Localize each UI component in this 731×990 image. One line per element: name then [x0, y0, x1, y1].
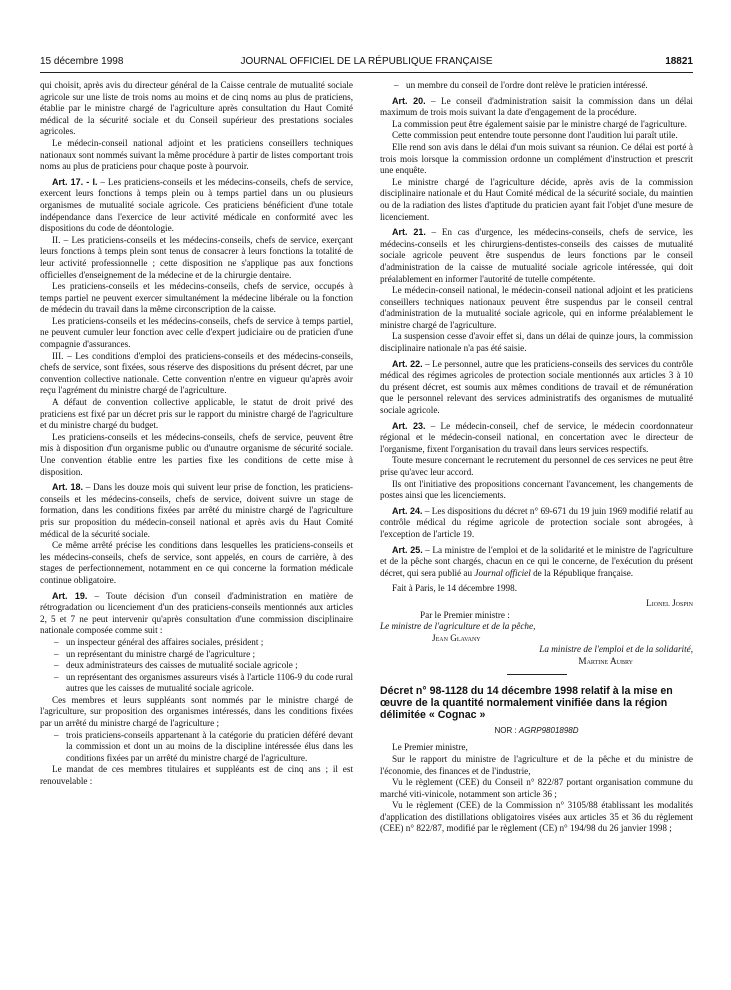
signature-block: [380, 598, 693, 668]
article-text: – Le médecin-conseil, chef de service, le médecin coordonnateur régional et le médecin-conseil national, en concertation avec le directeur de l'organisme, fixent l'organisation du travail dans leurs services respectifs.: [380, 420, 694, 454]
paragraph: III. – Les conditions d'emploi des praticiens-conseils et des médecins-conseils, chefs de service, sont fixées, sous réserve des dispositions du présent décret, par une convention collective nationale. Cette convention n'entre en vigueur qu'après avoir reçu l'agrément du ministre chargé de l'agriculture.: [40, 350, 353, 396]
article-label: Art. 20.: [392, 95, 426, 106]
article-text: – Le personnel, autre que les praticiens-conseils des services du contrôle médical des régimes agricoles de protection sociale mentionnés aux articles 3 à 10 du présent décret, est soumis aux mêmes conditions de travail et de rémunération que le personnel relevant des services administratifs des organismes de mutualité sociale agricole.: [380, 358, 693, 416]
nor-code: AGRP9801898D: [518, 725, 579, 735]
paragraph: Sur le rapport du ministre de l'agriculture et de la pêche et du ministre de l'économie, des finances et de l'industrie,: [380, 753, 693, 776]
practitioners-list: [40, 730, 353, 765]
article-24: [380, 506, 693, 541]
article-text-end: de la République française.: [530, 567, 634, 578]
article-text: – Le conseil d'administration saisit la commission dans un délai maximum de trois mois suivant la date d'engagement de la procédure.: [380, 95, 693, 118]
list-item: – un représentant des organismes assureurs visés à l'article 1106-9 du code rural autres que les caisses de mutualité sociale agricole.: [66, 672, 353, 695]
article-25: [380, 545, 693, 580]
article-20: [380, 96, 693, 119]
list-item: – trois praticiens-conseils appartenant à la catégorie du praticien déféré devant la commission et dont un au moins de la discipline intéressée élus dans les conditions fixées par un arrêté du ministre chargé de l'agriculture.: [66, 730, 353, 765]
paragraph: La commission peut être également saisie par le ministre chargé de l'agriculture.: [392, 118, 687, 129]
header-date: 15 décembre 1998: [40, 56, 124, 67]
paragraph: Elle rend son avis dans le délai d'un mois suivant sa réunion. Ce délai est porté à trois mois lorsque la commission ordonne un complément d'instruction et prescrit une enquête.: [380, 141, 693, 176]
place-date: Fait à Paris, le 14 décembre 1998.: [392, 583, 518, 594]
signature-prime-minister: Lionel Jospin: [646, 597, 693, 608]
order-member-list: [380, 80, 693, 92]
article-label: Art. 22.: [392, 358, 423, 369]
paragraph: Toute mesure concernant le recrutement du personnel de ces services ne peut être prise qu'avec leur accord.: [380, 455, 693, 477]
article-text: – La ministre de l'emploi et de la solidarité et le ministre de l'agriculture et de la pêche sont chargés, chacun en ce qui le concerne, de l'exécution du présent décret, qui sera publié au: [380, 544, 693, 578]
article-label: Art. 19.: [52, 590, 88, 601]
paragraph: Ce même arrêté précise les conditions dans lesquelles les praticiens-conseils et les médecins-conseils, chefs de service, sont appelés, en cours de carrière, à des stages de perfectionnement, notamment en ce qui concerne la formation médicale continue obligatoire.: [40, 540, 353, 585]
paragraph: Le médecin-conseil national adjoint et les praticiens conseillers techniques nationaux sont nommés suivant la même procédure à partir de listes comportant trois noms au plus de praticiens pour chaque poste à pourvoir.: [40, 137, 353, 172]
paragraph: Vu le règlement (CEE) du Conseil n° 822/87 portant organisation commune du marché viti-vinicole, notamment son article 36 ;: [380, 777, 693, 799]
section-divider: [507, 674, 567, 675]
paragraph: Les praticiens-conseils et les médecins-conseils, chefs de service, occupés à temps partiel ne peuvent exercer simultanément la médecine libérale ou la fonction de médecin du travail dans la même circonscription de la caisse.: [40, 281, 353, 315]
article-label: Art. 25.: [392, 544, 423, 555]
signature-agriculture-minister: Jean Glavany: [432, 632, 481, 643]
article-text: – Les praticiens-conseils et les médecins-conseils, chefs de service, exercent leurs fonctions à temps plein ou à temps partiel dans un ou plusieurs organismes de mutualité sociale agricole. Ces praticiens bénéficient d'une totale indépendance dans l'exercice de leur activité médicale en conformité avec les dispositions du code de déontologie.: [40, 176, 354, 234]
article-text: – Les dispositions du décret n° 69-671 du 19 juin 1969 modifié relatif au contrôle médical du régime agricole de protection sociale sont abrogées, à l'exception de l'article 19.: [380, 505, 693, 539]
paragraph: Ces membres et leurs suppléants sont nommés par le ministre chargé de l'agriculture, sur proposition des organismes intéressés, dans les conditions fixées par un arrêté du ministre chargé de l'agriculture ;: [40, 694, 353, 729]
signature-employment-minister: Martine Aubry: [578, 655, 633, 666]
paragraph: Les praticiens-conseils et les médecins-conseils, chefs de service à temps partiel, ne peuvent cumuler leur fonction avec celle d'expert judiciaire ou de praticien d'une compagnie d'assurances.: [40, 315, 353, 350]
article-18: [40, 482, 353, 540]
nor-reference: [380, 725, 693, 737]
article-17: [40, 177, 353, 235]
article-21: [380, 227, 693, 285]
paragraph: La suspension cesse d'avoir effet si, dans un délai de quinze jours, la commission disciplinaire nationale n'a pas été saisie.: [380, 331, 693, 354]
article-label: Art. 23.: [392, 420, 426, 431]
article-label: Art. 17. - I.: [52, 176, 98, 187]
paragraph: Le ministre chargé de l'agriculture décide, après avis de la commission disciplinaire nationale et du Haut Comité médical de la sécurité sociale, du maintien ou de la radiation des listes d'aptitude du praticien ayant fait l'objet d'une mesure de licenciement.: [380, 176, 693, 222]
minister-title-agriculture: Le ministre de l'agriculture et de la pêche,: [380, 621, 536, 632]
paragraph: qui choisit, après avis du directeur général de la Caisse centrale de mutualité sociale agricole sur une liste de trois noms au moins et de cinq noms au plus de praticiens, établie par le ministre chargé de l'agriculture après consultation du Haut Comité médical de la sécurité sociale et du Conseil supérieur des prestations sociales agricoles.: [40, 80, 353, 137]
article-23: [380, 421, 693, 456]
article-19: [40, 591, 353, 637]
list-item: – un membre du conseil de l'ordre dont relève le praticien intéressé.: [406, 80, 693, 92]
header-page-number: 18821: [665, 56, 693, 67]
by-prime-minister: Par le Premier ministre :: [420, 609, 510, 620]
right-column: [380, 80, 693, 835]
nor-label: NOR :: [494, 725, 519, 735]
list-item: – un inspecteur général des affaires sociales, président ;: [66, 637, 353, 649]
paragraph: Le médecin-conseil national, le médecin-conseil national adjoint et les praticiens conseillers techniques nationaux peuvent être suspendus par le conseil central d'administration de la mutualité sociale agricole, qui en informe préalablement le ministre chargé de l'agriculture.: [380, 285, 693, 330]
article-22: [380, 359, 693, 417]
decree-title: Décret n° 98-1128 du 14 décembre 1998 relatif à la mise en œuvre de la quantité normalement vinifiée dans la région délimitée « Cognac »: [380, 684, 673, 722]
left-column: [40, 80, 353, 788]
paragraph: Le Premier ministre,: [392, 742, 468, 753]
minister-title-employment: La ministre de l'emploi et de la solidarité,: [539, 644, 693, 655]
commission-members-list: [40, 637, 353, 695]
list-item: – un représentant du ministre chargé de l'agriculture ;: [66, 649, 353, 661]
paragraph: Les praticiens-conseils et les médecins-conseils, chefs de service, peuvent être mis à disposition d'un organisme public ou d'unautre organisme de sécurité sociale. Une convention établie entre les parties fixe les conditions de cette mise à disposition.: [40, 431, 353, 477]
article-text: – Dans les douze mois qui suivent leur prise de fonction, les praticiens-conseils et les médecins-conseils, chefs de service, doivent suivre un stage de formation, dans les conditions fixées par arrêté du ministre chargé de l'agriculture pris sur proposition du médecin-conseil national et après avis du Haut Comité médical de la sécurité sociale.: [40, 482, 353, 539]
article-text: – En cas d'urgence, les médecins-conseils, chefs de service, les médecins-conseils et les chirurgiens-dentistes-conseils des caisses de mutualité sociale agricole peuvent être suspendus de leurs fonctions par le conseil d'administration de la caisse de mutualité sociale agricole intéressée, qui doit préalablement en informer l'autorité de tutelle compétente.: [380, 227, 693, 284]
article-label: Art. 21.: [392, 227, 426, 238]
paragraph: Vu le règlement (CEE) de la Commission n° 3105/88 établissant les modalités d'application des distillations obligatoires visées aux articles 35 et 36 du règlement (CEE) n° 822/87, modifié par le règlement (CE) n° 194/98 du 26 janvier 1998 ;: [380, 800, 693, 834]
page-header: [40, 56, 693, 73]
article-label: Art. 24.: [392, 505, 423, 516]
paragraph: Cette commission peut entendre toute personne dont l'audition lui paraît utile.: [392, 130, 678, 141]
paragraph: Le mandat de ces membres titulaires et suppléants est de cinq ans ; il est renouvelable :: [40, 764, 353, 787]
article-label: Art. 18.: [52, 482, 83, 493]
journal-officiel-name: Journal officiel: [474, 567, 531, 578]
article-text: – Toute décision d'un conseil d'administration en matière de rétrogradation ou licenciement d'un des praticiens-conseils mentionnés aux articles 2, 5 et 7 ne peut intervenir qu'après consultation d'une commission disciplinaire nationale composée comme suit :: [40, 590, 353, 636]
list-item: – deux administrateurs des caisses de mutualité sociale agricole ;: [66, 660, 353, 672]
paragraph: A défaut de convention collective applicable, le statut de droit privé des praticiens est fixé par un décret pris sur le rapport du ministre chargé de l'agriculture et du ministre chargé du budget.: [40, 397, 353, 431]
paragraph: II. – Les praticiens-conseils et les médecins-conseils, chefs de service, exerçant leurs fonctions à temps plein sont tenus de consacrer à leurs fonctions la totalité de leur activité professionnelle ; cette disposition ne s'applique pas aux fonctions officielles d'enseignement de la médecine et de la chirurgie dentaire.: [40, 234, 353, 280]
header-journal-title: JOURNAL OFFICIEL DE LA RÉPUBLIQUE FRANÇAISE: [240, 56, 493, 67]
paragraph: Ils ont l'initiative des propositions concernant l'avancement, les changements de postes ainsi que les licenciements.: [380, 478, 693, 501]
